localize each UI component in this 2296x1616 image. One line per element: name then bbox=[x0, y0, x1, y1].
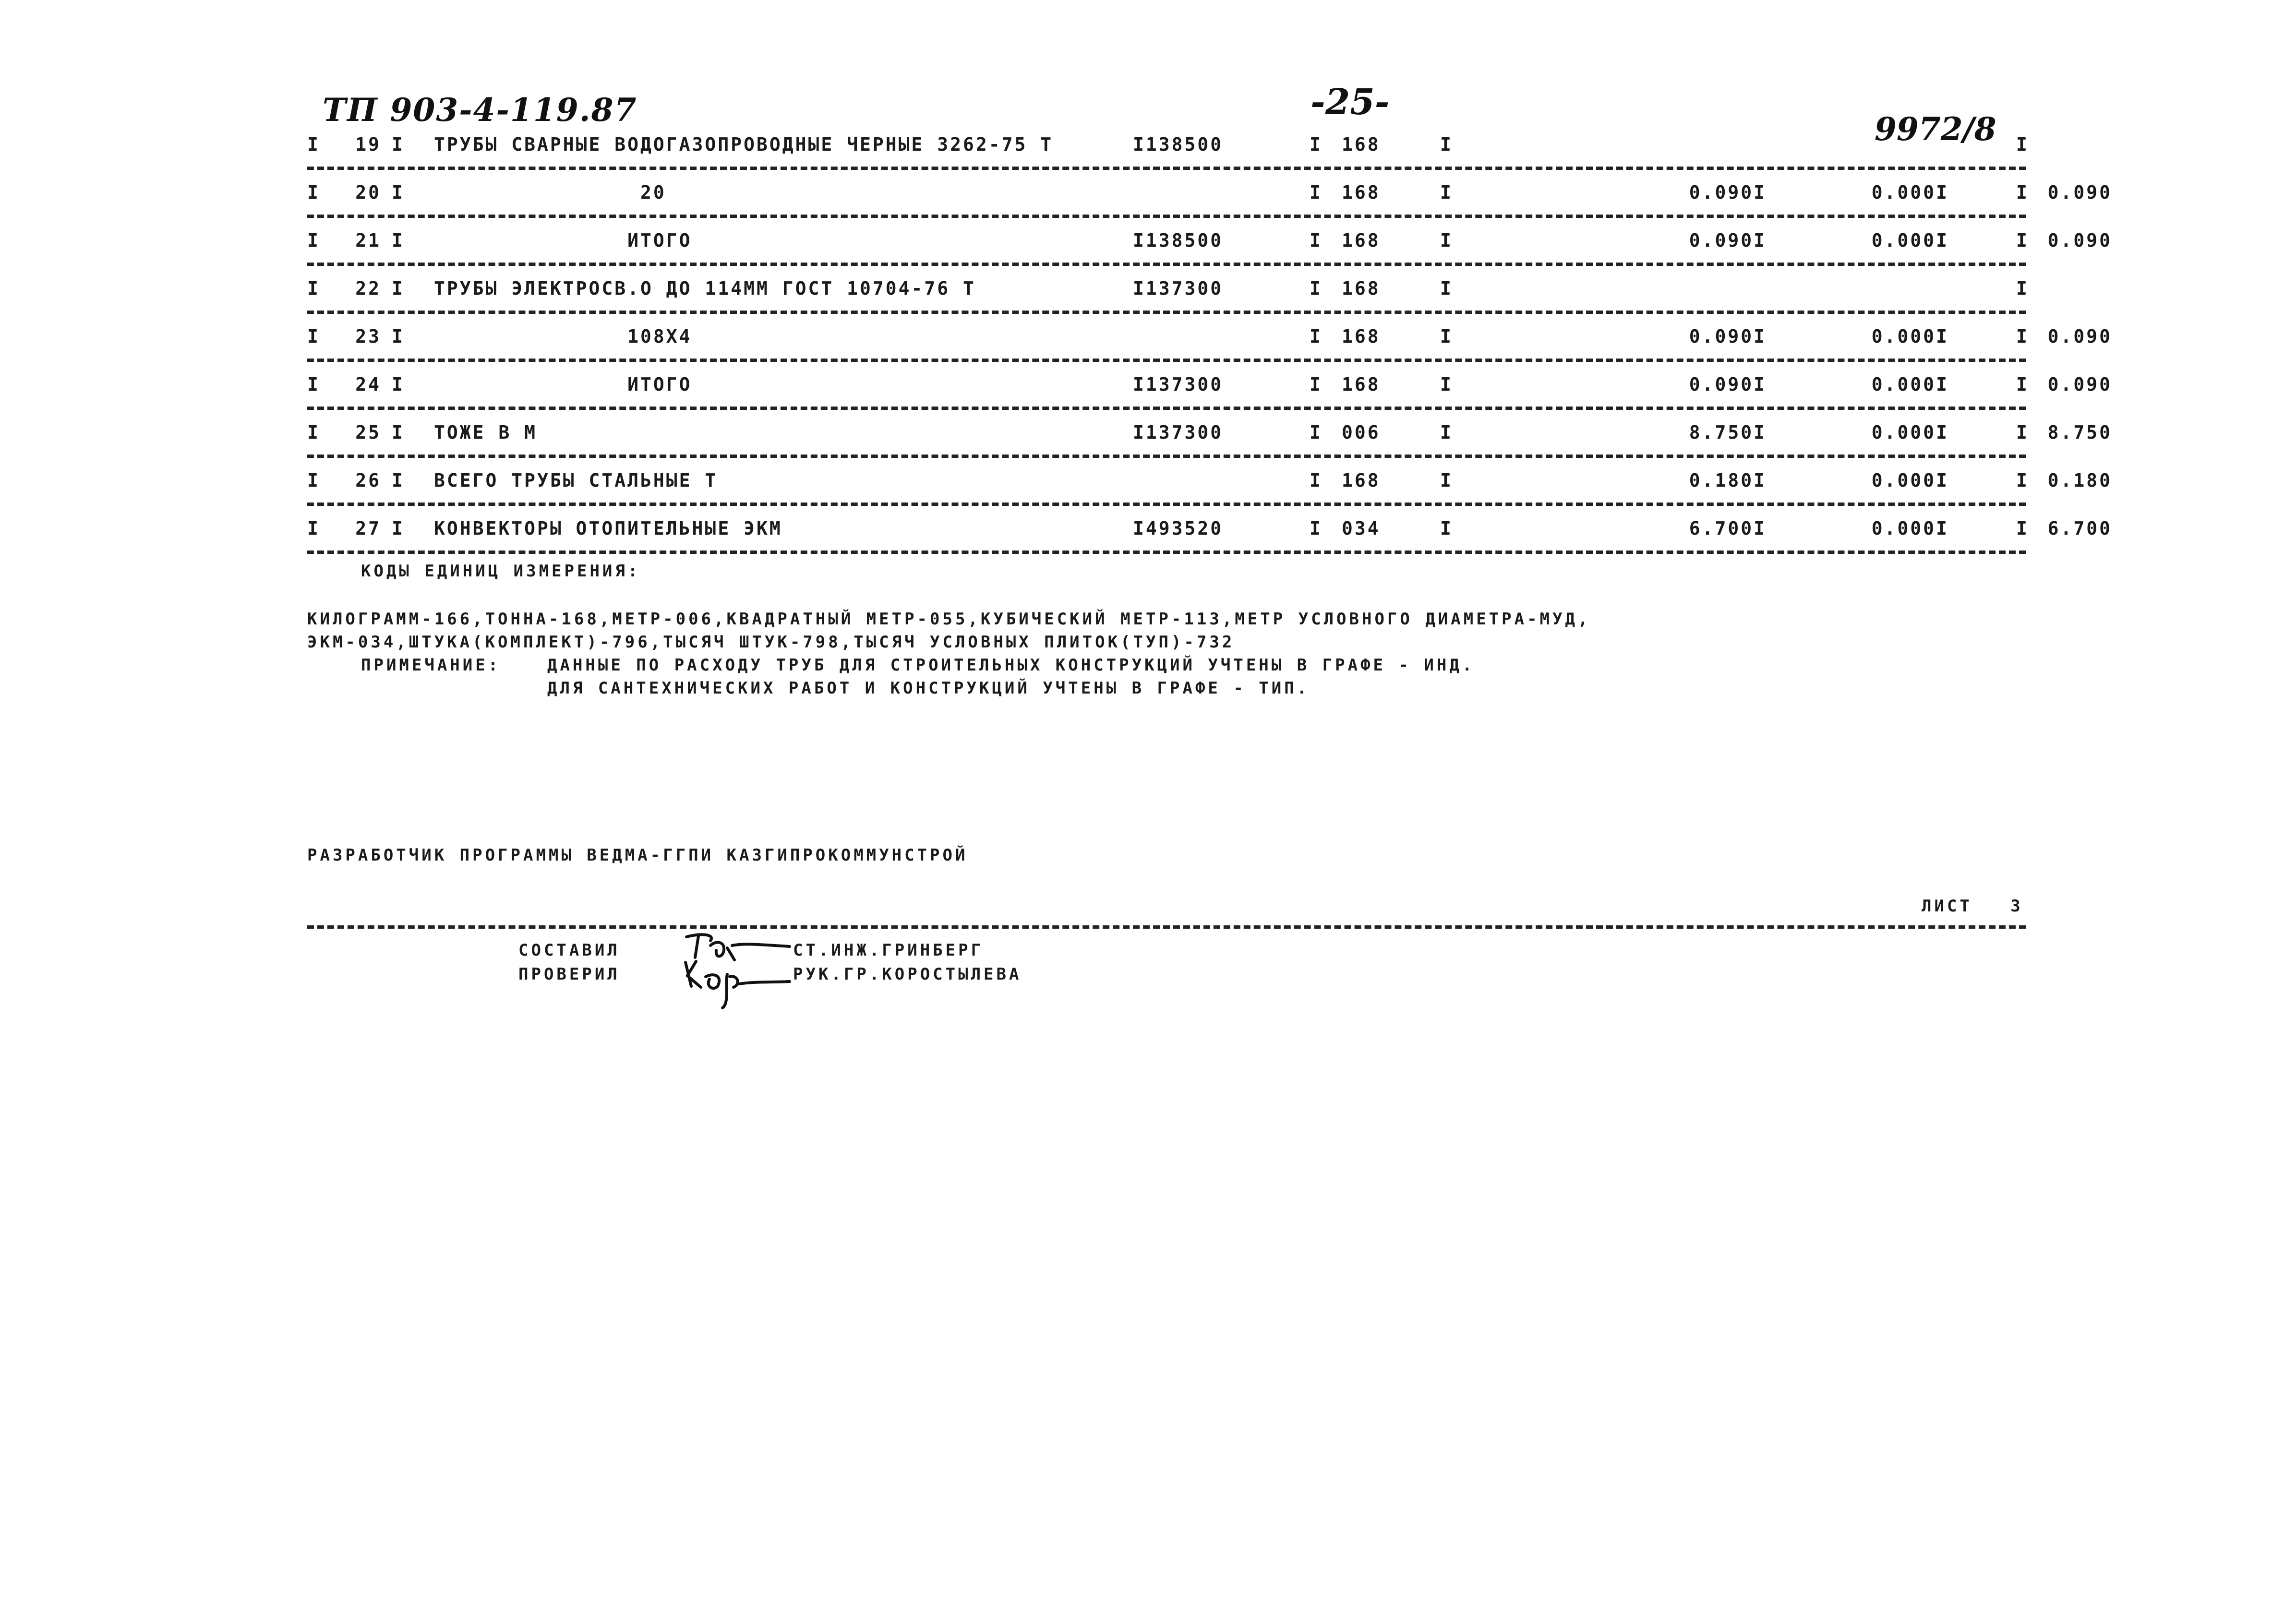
unit-code: 168 bbox=[1342, 182, 1381, 203]
row-divider bbox=[307, 359, 2026, 362]
col-separator: I bbox=[307, 326, 320, 347]
col-separator: I bbox=[307, 518, 320, 539]
table-row bbox=[307, 172, 2112, 220]
footer-divider bbox=[307, 925, 2026, 929]
col-separator: I bbox=[1310, 134, 1322, 155]
material-code: I137300 bbox=[1133, 278, 1224, 299]
col-separator: I bbox=[307, 134, 320, 155]
value-ind: 0.090I bbox=[1689, 326, 1767, 347]
col-separator: I bbox=[392, 230, 405, 251]
row-number: 20 bbox=[355, 182, 381, 203]
row-divider bbox=[307, 215, 2026, 218]
value-total: 0.090 bbox=[2047, 230, 2112, 251]
value-ind: 0.090I bbox=[1689, 182, 1767, 203]
material-name: ТОЖЕ В М bbox=[434, 422, 538, 443]
row-number: 21 bbox=[355, 230, 381, 251]
col-separator: I bbox=[392, 182, 405, 203]
developer-line: РАЗРАБОТЧИК ПРОГРАММЫ ВЕДМА-ГГПИ КАЗГИПРОКОММУНСТРОЙ bbox=[307, 846, 968, 865]
units-line-1: КИЛОГРАММ-166,ТОННА-168,МЕТР-006,КВАДРАТНЫЙ МЕТР-055,КУБИЧЕСКИЙ МЕТР-113,МЕТР УСЛОВНОГО ДИАМЕТРА-МУД, bbox=[307, 610, 1591, 629]
col-separator: I bbox=[392, 278, 405, 299]
unit-code: 006 bbox=[1342, 422, 1381, 443]
row-divider bbox=[307, 167, 2026, 170]
value-tip: 0.000I bbox=[1871, 422, 1949, 443]
checked-by-name: РУК.ГР.КОРОСТЫЛЕВА bbox=[793, 965, 1022, 984]
material-name: ТРУБЫ ЭЛЕКТРОСВ.О ДО 114ММ ГОСТ 10704-76 Т bbox=[434, 278, 976, 299]
unit-code: 168 bbox=[1342, 230, 1381, 251]
material-code: I493520 bbox=[1133, 518, 1224, 539]
col-separator: I bbox=[1440, 374, 1453, 395]
material-code: I137300 bbox=[1133, 374, 1224, 395]
row-divider bbox=[307, 503, 2026, 506]
value-ind: 6.700I bbox=[1689, 518, 1767, 539]
material-code: I138500 bbox=[1133, 230, 1224, 251]
row-number: 22 bbox=[355, 278, 381, 299]
material-name: ТРУБЫ СВАРНЫЕ ВОДОГАЗОПРОВОДНЫЕ ЧЕРНЫЕ 3262-75 Т bbox=[434, 134, 1054, 155]
unit-code: 168 bbox=[1342, 374, 1381, 395]
material-name: 108Х4 bbox=[434, 326, 692, 347]
value-ind: 0.180I bbox=[1689, 470, 1767, 491]
col-separator: I bbox=[1310, 518, 1322, 539]
note-line-2: ДЛЯ САНТЕХНИЧЕСКИХ РАБОТ И КОНСТРУКЦИЙ УЧТЕНЫ В ГРАФЕ - ТИП. bbox=[547, 679, 1310, 698]
checked-signature bbox=[682, 958, 792, 1010]
col-separator: I bbox=[307, 182, 320, 203]
col-separator: I bbox=[1310, 326, 1322, 347]
checked-by-label: ПРОВЕРИЛ bbox=[518, 965, 620, 984]
material-name: ИТОГО bbox=[434, 230, 692, 251]
col-separator: I bbox=[392, 374, 405, 395]
value-ind: 0.090I bbox=[1689, 374, 1767, 395]
unit-code: 168 bbox=[1342, 278, 1381, 299]
col-separator: I bbox=[2016, 374, 2029, 395]
row-divider bbox=[307, 407, 2026, 410]
col-separator: I bbox=[1440, 278, 1453, 299]
table-row bbox=[307, 220, 2112, 268]
compiled-by-name: СТ.ИНЖ.ГРИНБЕРГ bbox=[793, 941, 984, 960]
col-separator: I bbox=[2016, 326, 2029, 347]
document-code: ТП 903-4-119.87 bbox=[323, 91, 637, 129]
table-row bbox=[307, 268, 2029, 316]
col-separator: I bbox=[307, 470, 320, 491]
material-name: 20 bbox=[434, 182, 666, 203]
material-name: ИТОГО bbox=[434, 374, 692, 395]
col-separator: I bbox=[1440, 182, 1453, 203]
material-code: I137300 bbox=[1133, 422, 1224, 443]
row-number: 26 bbox=[355, 470, 381, 491]
col-separator: I bbox=[1440, 230, 1453, 251]
value-tip: 0.000I bbox=[1871, 326, 1949, 347]
col-separator: I bbox=[1440, 134, 1453, 155]
col-separator: I bbox=[2016, 470, 2029, 491]
row-number: 25 bbox=[355, 422, 381, 443]
value-tip: 0.000I bbox=[1871, 182, 1949, 203]
table-row bbox=[307, 460, 2112, 508]
row-divider bbox=[307, 455, 2026, 458]
col-separator: I bbox=[392, 518, 405, 539]
col-separator: I bbox=[1440, 518, 1453, 539]
material-code: I138500 bbox=[1133, 134, 1224, 155]
page-number: -25- bbox=[1310, 82, 1390, 123]
col-separator: I bbox=[1310, 230, 1322, 251]
col-separator: I bbox=[1310, 374, 1322, 395]
value-total: 0.180 bbox=[2047, 470, 2112, 491]
table-row bbox=[307, 508, 2112, 556]
row-number: 23 bbox=[355, 326, 381, 347]
col-separator: I bbox=[1440, 470, 1453, 491]
col-separator: I bbox=[1440, 326, 1453, 347]
col-separator: I bbox=[392, 326, 405, 347]
sheet-number: ЛИСТ 3 bbox=[1922, 897, 2023, 916]
col-separator: I bbox=[2016, 422, 2029, 443]
material-name: ВСЕГО ТРУБЫ СТАЛЬНЫЕ Т bbox=[434, 470, 718, 491]
col-separator: I bbox=[1310, 422, 1322, 443]
archive-number: 9972/8 bbox=[1875, 110, 1996, 148]
value-total: 0.090 bbox=[2047, 182, 2112, 203]
row-number: 27 bbox=[355, 518, 381, 539]
col-separator: I bbox=[392, 134, 405, 155]
col-separator: I bbox=[307, 422, 320, 443]
col-separator: I bbox=[2016, 278, 2029, 299]
col-separator: I bbox=[307, 374, 320, 395]
units-title: КОДЫ ЕДИНИЦ ИЗМЕРЕНИЯ: bbox=[361, 562, 641, 581]
material-name: КОНВЕКТОРЫ ОТОПИТЕЛЬНЫЕ ЭКМ bbox=[434, 518, 782, 539]
note-label: ПРИМЕЧАНИЕ: bbox=[361, 656, 501, 675]
value-ind: 0.090I bbox=[1689, 230, 1767, 251]
row-divider bbox=[307, 263, 2026, 266]
row-divider bbox=[307, 311, 2026, 314]
col-separator: I bbox=[2016, 134, 2029, 155]
col-separator: I bbox=[2016, 230, 2029, 251]
col-separator: I bbox=[307, 278, 320, 299]
value-total: 6.700 bbox=[2047, 518, 2112, 539]
value-ind: 8.750I bbox=[1689, 422, 1767, 443]
unit-code: 168 bbox=[1342, 134, 1381, 155]
col-separator: I bbox=[1310, 470, 1322, 491]
unit-code: 034 bbox=[1342, 518, 1381, 539]
unit-code: 168 bbox=[1342, 470, 1381, 491]
value-total: 0.090 bbox=[2047, 326, 2112, 347]
row-divider bbox=[307, 551, 2026, 554]
col-separator: I bbox=[307, 230, 320, 251]
value-tip: 0.000I bbox=[1871, 470, 1949, 491]
units-line-2: ЭКМ-034,ШТУКА(КОМПЛЕКТ)-796,ТЫСЯЧ ШТУК-798,ТЫСЯЧ УСЛОВНЫХ ПЛИТОК(ТУП)-732 bbox=[307, 633, 1235, 652]
col-separator: I bbox=[2016, 518, 2029, 539]
table-row bbox=[307, 316, 2112, 364]
col-separator: I bbox=[1440, 422, 1453, 443]
col-separator: I bbox=[392, 470, 405, 491]
col-separator: I bbox=[1310, 182, 1322, 203]
col-separator: I bbox=[1310, 278, 1322, 299]
row-number: 19 bbox=[355, 134, 381, 155]
table-row bbox=[307, 364, 2112, 412]
materials-table bbox=[307, 124, 2112, 556]
value-total: 8.750 bbox=[2047, 422, 2112, 443]
table-row bbox=[307, 412, 2112, 460]
table-row bbox=[307, 124, 2029, 172]
value-tip: 0.000I bbox=[1871, 230, 1949, 251]
note-line-1: ДАННЫЕ ПО РАСХОДУ ТРУБ ДЛЯ СТРОИТЕЛЬНЫХ КОНСТРУКЦИЙ УЧТЕНЫ В ГРАФЕ - ИНД. bbox=[547, 656, 1475, 675]
row-number: 24 bbox=[355, 374, 381, 395]
compiled-by-label: СОСТАВИЛ bbox=[518, 941, 620, 960]
value-tip: 0.000I bbox=[1871, 374, 1949, 395]
value-total: 0.090 bbox=[2047, 374, 2112, 395]
value-tip: 0.000I bbox=[1871, 518, 1949, 539]
col-separator: I bbox=[392, 422, 405, 443]
unit-code: 168 bbox=[1342, 326, 1381, 347]
col-separator: I bbox=[2016, 182, 2029, 203]
